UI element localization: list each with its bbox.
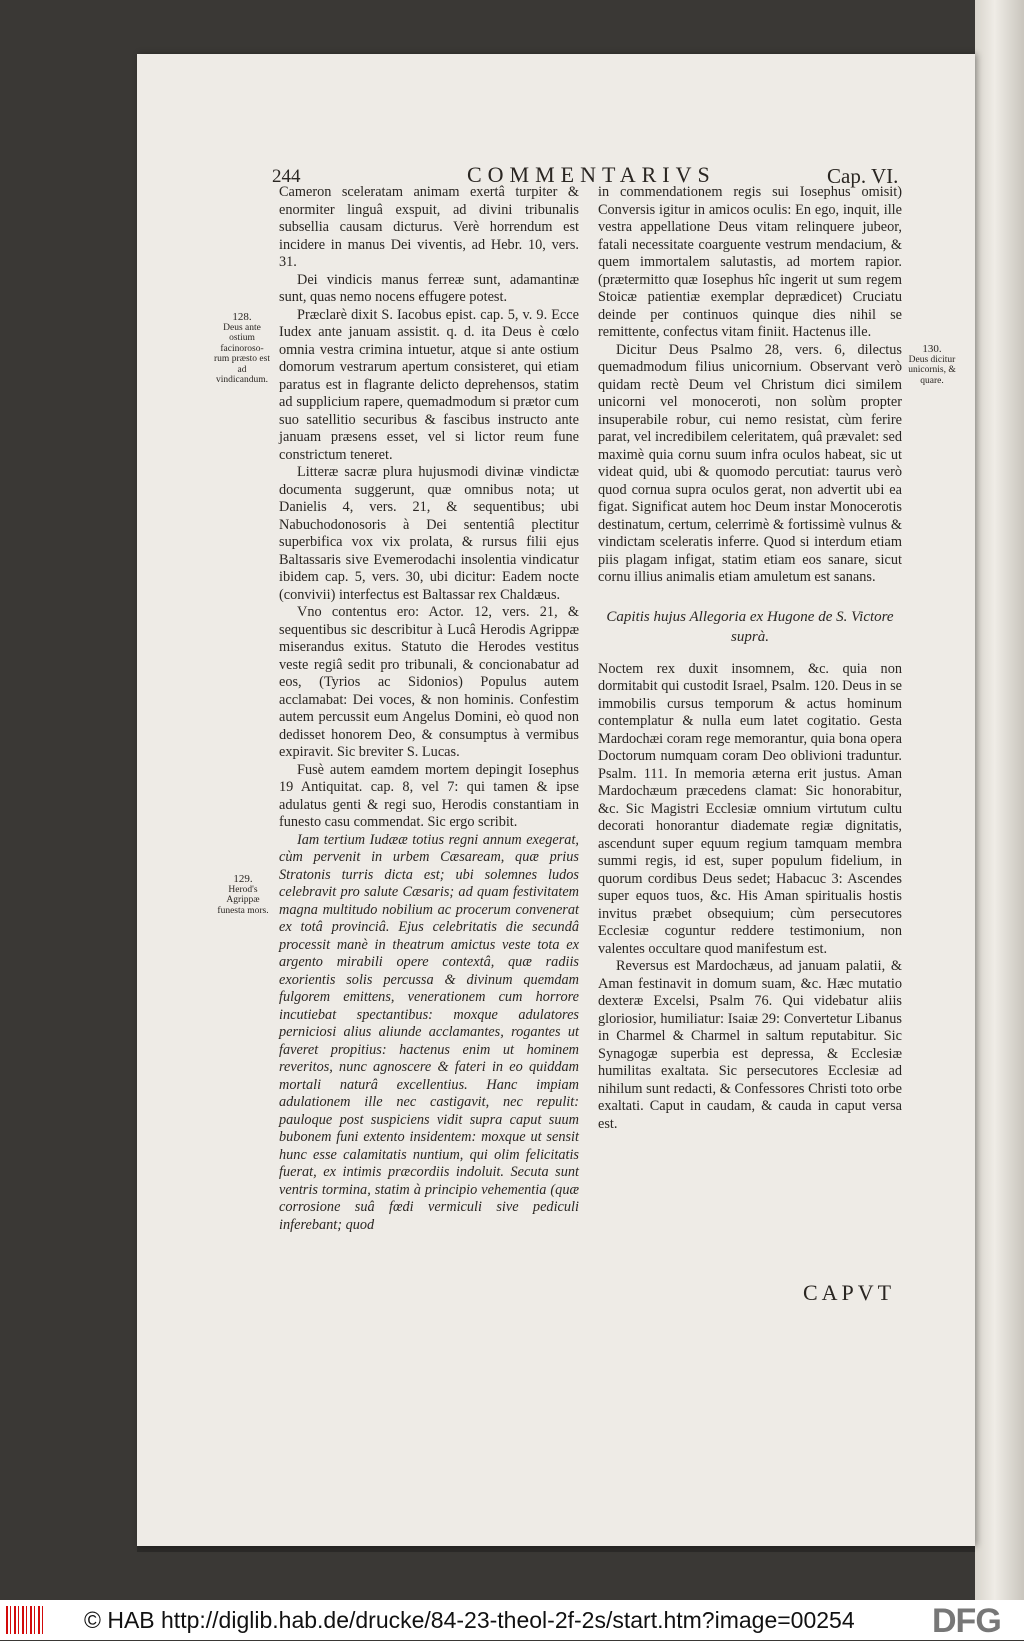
paragraph: Dicitur Deus Psalmo 28, vers. 6, dilectus quemadmodum filius unicornium. Observant verò quidam rectè Deum vel Christum dici similem unicorni vel monoceroti, non solùm propter insuperabile robur, cui nemo resistat, cùm ferire parat, vel incredibilem celeritatem, quâ prævalet: sed maximè quia cornu suum infra oculos habeat, sic ut videat quid, ubi & quomodo percutiat: taurus verò quod cornua supra oculos gerat, non advertit ubi ea figat. Significat autem hoc Deum instar Monocerotis destinatum, certum, celerrimè & fortissimè vulnus & vindictam sceleratis inferre. Quod si interdum etiam piis plagam infigat, statim etiam eos sanare, sicut cornu illius animalis etiam amuletum est sanans. <box>598 341 902 585</box>
margin-note-text: Deus dicitur unicornis, & quare. <box>908 354 956 386</box>
section-heading: Capitis hujus Allegoria ex Hugone de S. Victore suprà. <box>606 608 894 645</box>
paragraph: Cameron sceleratam animam exertâ turpiter & enormiter linguâ exspuit, ad divini tribunalis subsellia causam dicturus. Verè horrendum est incidere in manus Dei viventis, ad Hebr. 10, vers. 31. <box>279 184 579 270</box>
footer-bar <box>0 1600 1024 1640</box>
margin-note-text: Herod's Agrippæ funesta mors. <box>217 884 269 916</box>
paragraph-dropcap: Noctem rex duxit insomnem, &c. quia non dormitabit qui custodit Israel, Psalm. 120. Deus in se immobilis cursus temporum & actus hominum contemplatur & nulla eum latet cogitatio. Gesta Mardochæi coram rege memorantur, quia bona opera Doctorum numquam coram Deo oblivioni traduntur. Psalm. 111. In memoria æterna erit justus. Aman Mardochæum præcedens clamat: Sic honorabitur, &c. Sic Magistri Ecclesiæ omnium virtutum cultu decorati honorantur diademate regiæ dignitatis, ascendunt super equum regium tamquam membra summi regis, id est, super populum fidelium, in quorum cordibus Deus sedet; Habacuc 3: Ascendes super equos tuos, &c. His Aman spiritualis hostis invitus præbet obsequium; cùm persecutores Ecclesiæ coguntur reddere testimonium, non valentes occultare quod manifestum est. <box>598 660 902 957</box>
page-shadow <box>137 1546 975 1552</box>
margin-note-129 <box>217 874 269 916</box>
book-page <box>137 54 975 1546</box>
footer-copyright-url[interactable]: © HAB http://diglib.hab.de/drucke/84-23-theol-2f-2s/start.htm?image=00254 <box>84 1607 855 1633</box>
margin-note-number: 128. <box>232 311 252 323</box>
margin-note-128 <box>213 312 271 386</box>
barcode-icon <box>6 1606 44 1634</box>
paragraph: Dei vindicis manus ferreæ sunt, adamantinæ sunt, quas nemo nocens effugere potest. <box>279 271 579 305</box>
margin-note-text: Deus ante ostium facinoroso-rum præsto est ad vindicandum. <box>214 322 270 385</box>
paragraph-quotation: Iam tertium Iudææ totius regni annum exegerat, cùm pervenit in urbem Cæsaream, quæ prius Stratonis turris dicta est; ubi solemnes ludos celebravit pro salute Cæsaris; ad quam festivitatem magna multitudo nobilium ac procerum convenerat ex totâ provinciâ. Ejus celebritatis die secundâ processit manè in theatrum amictus veste tota ex argento mirabili opere contextâ, quæ radiis exorientis solis percussa & divinum quemdam fulgorem emittens, venerationem cum horrore incutiebat spectantibus: moxque adulatores perniciosi alius aliunde acclamantes, rogantes ut faveret propitius: hactenus enim ut hominem reveritos, nunc agnoscere & fateri in eo quiddam mortali naturâ excellentius. Hanc impiam adulationem ille nec castigavit, nec repulit: pauloque post suspiciens vidit supra caput suum bubonem funi extento insidentem: moxque ut sensit hunc esse calamitatis nuntium, qui olim felicitatis fuerat, ex intimis præcordiis indoluit. Secuta sunt ventris tormina, statim à principio vehementia (quæ corrosione suâ fœdi vermiculi sive pediculi inferebant; quod <box>279 831 579 1233</box>
page-number: 244 <box>272 166 301 187</box>
running-title: COMMENTARIVS <box>467 162 716 187</box>
margin-note-130 <box>907 344 957 386</box>
right-text-column <box>598 184 902 1133</box>
book-spine-edge <box>975 0 1024 1600</box>
dfg-logo: DFG <box>932 1602 1001 1640</box>
chapter-label: Cap. VI. <box>827 164 899 188</box>
paragraph: Præclarè dixit S. Iacobus epist. cap. 5, v. 9. Ecce Iudex ante januam assistit. q. d. ita Deus è cœlo omnia vestra crimina intuetur, atque si ante ostium domorum vestrarum apertum consisteret, qui etiam paratus est in flagrante delicto deprehensos, statim ad supplicium rapere, quemadmodum si prætor cum suo satellitio securibus & fascibus instructo ante januam præsens esset, vel si lictor reum fune constrictum teneret. <box>279 306 579 463</box>
paragraph: Litteræ sacræ plura hujusmodi divinæ vindictæ documenta suggerunt, quæ omnibus nota; ut Danielis 4, vers. 21, & sequentibus; ubi Nabuchodonosoris à Dei sententiâ plectitur superbifica vox vix prolata, & rursus filii ejus Baltassaris sive Evemerodachi insolentia vindicatur ibidem cap. 5, vers. 30, ubi dicitur: Eadem nocte (convivii) interfectus est Baltassar rex Chaldæus. <box>279 464 579 603</box>
paragraph: Vno contentus ero: Actor. 12, vers. 21, & sequentibus sic describitur à Lucâ Herodis Agrippæ miserandus exitus. Statuto die Herodes vestitus veste regiâ sedit pro tribunali, & concionabatur ad eos, (Tyrios ac Sidonios) Populus autem acclamabat: Dei voces, & non hominis. Confestim autem percussit eum Angelus Domini, eò quod non dedisset honorem Deo, & consumptus à vermibus expiravit. Sic breviter S. Lucas. <box>279 604 579 760</box>
margin-note-number: 130. <box>922 343 942 355</box>
catchword: CAPVT <box>803 1280 896 1305</box>
margin-note-number: 129. <box>233 873 253 885</box>
left-text-column <box>279 184 579 1234</box>
paragraph: in commendationem regis sui Iosephus omisit) Conversis igitur in amicos oculis: En ego, inquit, ille vestra appellatione Deus vitam relinquere jubeor, fatali necessitate coarguente vestrum mendacium, & quem immortalem salutastis, ad mortem rapior. (prætermitto quæ Iosephus hîc ingerit ut sum regem Stoicæ patientiæ exemplar deprædicet) Cruciatu deinde per continuos quinque dies nihil se remittente, confectus vitam finiit. Hactenus ille. <box>598 184 902 340</box>
paragraph: Fusè autem eamdem mortem depingit Iosephus 19 Antiquitat. cap. 8, vel 7: qui tamen & ipse adulatus genti & regi suo, Herodis constantiam in funesto casu commendat. Sic ergo scribit. <box>279 761 579 830</box>
paragraph: Reversus est Mardochæus, ad januam palatii, & Aman festinavit in domum suam, &c. Hæc mutatio dexteræ Excelsi, Psalm 76. Qui videbatur aliis gloriosior, humiliatur: Isaiæ 29: Convertetur Libanus in Charmel & Charmel in saltum reputabitur. Sic Synagogæ superbia est depressa, & Ecclesiæ humilitas exaltata. Sic persecutores Ecclesiæ ad nihilum sunt redacti, & Confessores Christi toto orbe exaltati. Caput in caudam, & cauda in caput versa est. <box>598 958 902 1132</box>
